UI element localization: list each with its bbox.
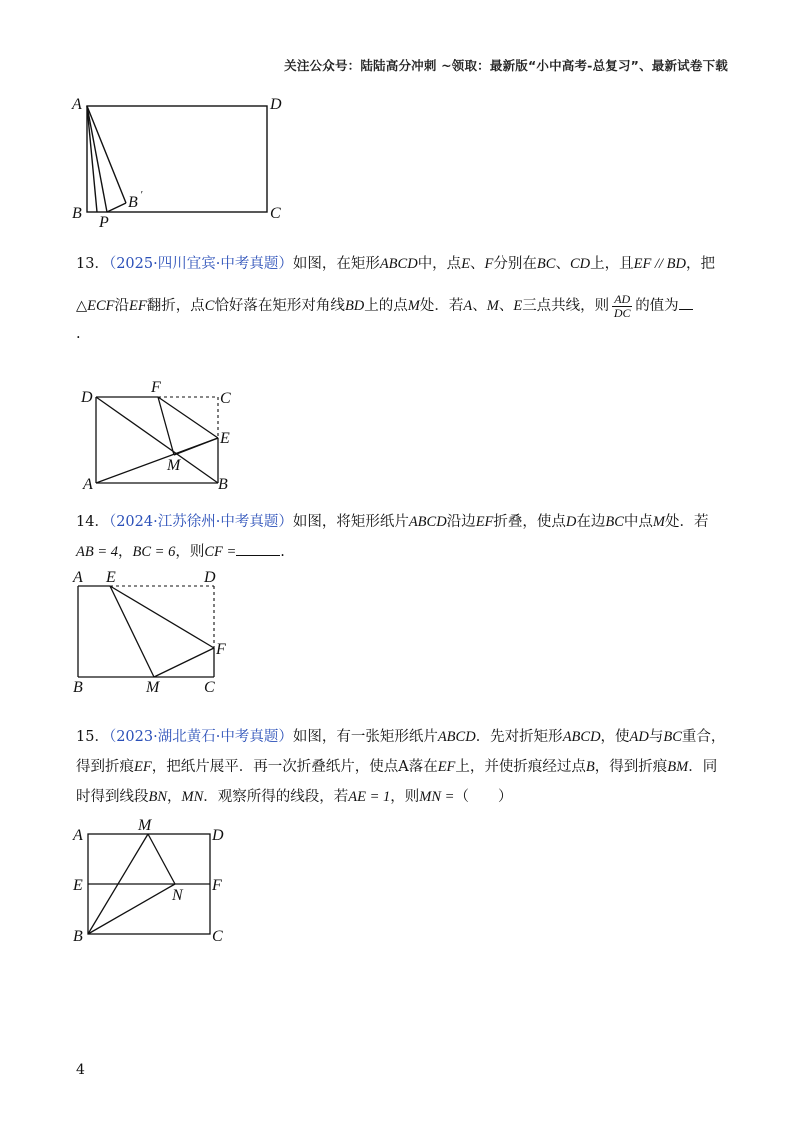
q15-line1 (76, 722, 726, 752)
label-M: M (167, 457, 181, 474)
label-B: B (73, 928, 83, 945)
label-B: B (72, 205, 82, 222)
q15-text: 上，并使折痕经过点 (455, 759, 586, 775)
label-D: D (204, 569, 216, 586)
math-c: C (204, 298, 215, 314)
q13-text: 翻折，点 (146, 298, 205, 314)
math-bc-eq-6: BC = 6 (132, 544, 176, 560)
math-bm: BM (667, 759, 689, 775)
math-mn: MN (181, 789, 204, 805)
q14-number: 14． (76, 514, 109, 530)
math-cf-eq: CF = (204, 544, 237, 560)
q14-line2 (76, 537, 726, 567)
math-ab-eq-4: AB = 4 (76, 544, 118, 560)
math-triangle-ecf: △ECF (76, 298, 115, 314)
math-e: E (461, 256, 471, 272)
q14-text: . (280, 544, 285, 560)
q14-source: （2024·江苏徐州·中考真题） (108, 514, 293, 530)
q13-text: 上的点 (364, 298, 408, 314)
q13-text: 如图，在矩形 (292, 256, 380, 272)
q15-number: 15． (76, 729, 109, 745)
q14-text: 如图，将矩形纸片 (292, 514, 409, 530)
label-F: F (212, 877, 222, 894)
page-header: 关注公众号：陆陆高分冲刺 ~领取：最新版“小中高考-总复习”、最新试卷下载 (284, 58, 728, 73)
math-abcd: ABCD (437, 729, 476, 745)
math-cd: CD (569, 256, 591, 272)
math-bc: BC (536, 256, 556, 272)
fraction-ad-dc (612, 293, 632, 320)
math-m: M (407, 298, 420, 314)
q15-source: （2023·湖北黄石·中考真题） (108, 729, 293, 745)
q13-text: ，把 (685, 256, 715, 272)
label-A: A (73, 569, 83, 586)
q14-text: 中点 (623, 514, 653, 530)
label-E: E (73, 877, 83, 894)
answer-blank (679, 295, 693, 310)
q13-source: （2025·四川宜宾·中考真题） (108, 256, 293, 272)
label-C: C (204, 679, 215, 696)
q13-text: 、 (555, 256, 570, 272)
math-abcd: ABCD (379, 256, 418, 272)
math-d: D (565, 514, 577, 530)
label-B: B (218, 476, 228, 493)
q14-line1 (76, 507, 726, 537)
math-a: A (463, 298, 473, 314)
label-N: N (172, 887, 183, 904)
q15-text: 重合， (681, 729, 726, 745)
label-M: M (138, 817, 152, 834)
math-e: E (513, 298, 523, 314)
math-bd: BD (344, 298, 365, 314)
q13-text: 的值为 (635, 298, 679, 314)
math-ef: EF (437, 759, 456, 775)
page-number: 4 (76, 1062, 85, 1078)
question-15 (76, 722, 726, 812)
math-ae-eq-1: AE = 1 (348, 789, 391, 805)
math-f: F (484, 256, 494, 272)
q15-text: 落在 (408, 759, 438, 775)
label-E: E (220, 430, 230, 447)
math-ef: EF (129, 298, 147, 314)
figure-q14 (70, 568, 240, 698)
math-bc: BC (605, 514, 624, 530)
label-F: F (151, 379, 161, 396)
q13-text: 、 (470, 256, 485, 272)
answer-blank (236, 541, 280, 556)
fraction-numerator: AD (614, 291, 631, 306)
q15-text: ，得到折痕 (594, 759, 668, 775)
label-F: F (216, 641, 226, 658)
label-B-prime: B (128, 194, 138, 211)
q15-text: ， (167, 789, 182, 805)
q13-text: 分别在 (493, 256, 537, 272)
q15-text: ，则 (390, 789, 420, 805)
q13-number: 13． (76, 256, 109, 272)
q15-text: 得到折痕 (76, 759, 134, 775)
label-C: C (212, 928, 223, 945)
math-ad: AD (629, 729, 649, 745)
q14-text: 处．若 (665, 514, 709, 530)
q14-text: ，则 (175, 544, 205, 560)
figure-q15 (70, 816, 240, 951)
math-bc: BC (663, 729, 682, 745)
math-ef: EF (475, 514, 494, 530)
prime-mark: ′ (140, 189, 143, 201)
math-ef: EF (134, 759, 152, 775)
q13-text: 、 (472, 298, 487, 314)
q13-text: 处．若 (419, 298, 464, 314)
math-bn: BN (148, 789, 168, 805)
math-abcd: ABCD (408, 514, 447, 530)
q13-text: 中，点 (417, 256, 462, 272)
q13-line2 (76, 291, 726, 321)
q15-text: 时得到线段 (76, 789, 149, 805)
label-A: A (72, 96, 82, 113)
q15-text: ，把纸片展平．再一次折叠纸片，使点 (151, 759, 399, 775)
q14-text: 沿边 (446, 514, 476, 530)
label-P: P (99, 214, 109, 231)
label-E: E (106, 569, 116, 586)
q15-text: 如图，有一张矩形纸片 (292, 729, 438, 745)
q15-text: ．观察所得的线段，若 (203, 789, 349, 805)
math-b: B (585, 759, 595, 775)
math-abcd: ABCD (562, 729, 601, 745)
q14-text: ， (118, 544, 133, 560)
q13-text: 恰好落在矩形对角线 (214, 298, 345, 314)
q14-text: 在边 (576, 514, 606, 530)
label-C: C (220, 390, 231, 407)
figure-q12 (70, 95, 300, 235)
q14-text: 折叠，使点 (493, 514, 566, 530)
figure-q13 (78, 378, 248, 493)
q15-line2 (76, 752, 726, 782)
math-mn-eq: MN = (419, 789, 455, 805)
q15-line3 (76, 782, 726, 812)
q13-line1 (76, 249, 726, 279)
math-m: M (652, 514, 666, 530)
q13-text: 、 (498, 298, 514, 314)
q15-text: （ ） (454, 789, 513, 805)
question-14 (76, 507, 726, 567)
q13-text: 三点共线，则 (522, 298, 610, 314)
q13-text: 沿 (114, 298, 130, 314)
q15-text: ．先对折矩形 (475, 729, 563, 745)
label-A: A (83, 476, 93, 493)
label-D: D (270, 96, 282, 113)
q15-text: 与 (648, 729, 664, 745)
q15-text: ．同 (688, 759, 718, 775)
label-D: D (81, 389, 93, 406)
label-C: C (270, 205, 281, 222)
question-13 (76, 249, 726, 349)
math-m: M (486, 298, 499, 314)
label-A: A (73, 827, 83, 844)
label-B: B (73, 679, 83, 696)
q15-text: ，使 (600, 729, 630, 745)
math-a: A (398, 759, 409, 775)
math-ef-parallel-bd: EF // BD (633, 256, 686, 272)
q13-text: . (76, 326, 81, 342)
label-M: M (146, 679, 160, 696)
fraction-denominator: DC (613, 305, 631, 320)
q13-text: 上，且 (590, 256, 634, 272)
label-D: D (212, 827, 224, 844)
q13-line3 (76, 319, 726, 349)
